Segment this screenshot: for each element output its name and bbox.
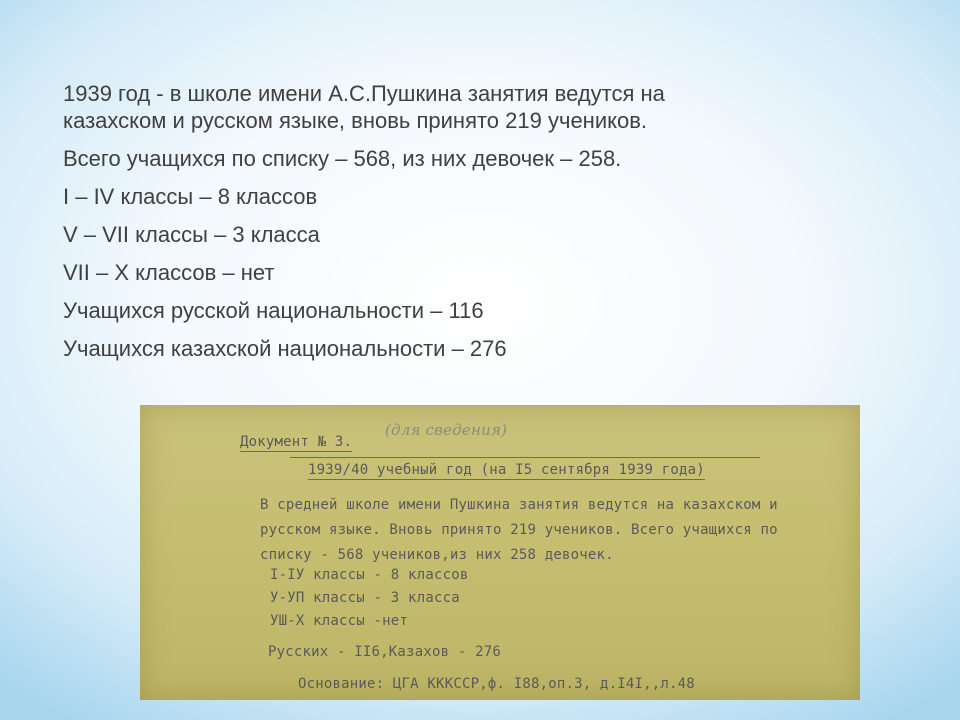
document-basis-line: Основание: ЦГА КККССР,ф. I88,оп.3, д.I4I,,л.48: [298, 676, 695, 692]
document-paragraph-line-2: русском языке. Вновь принято 219 учеников. Всего учащихся по: [260, 522, 778, 538]
document-row-grades-8-10: УШ-Х классы -нет: [270, 613, 409, 629]
document-row-grades-5-7: У-УП классы - 3 класса: [270, 590, 460, 606]
grades-5-7-line: V – VII классы – 3 класса: [63, 222, 320, 247]
document-header: Документ № 3.: [240, 434, 353, 450]
document-row-nationalities: Русских - II6,Казахов - 276: [268, 644, 501, 660]
intro-line-1: 1939 год - в школе имени А.С.Пушкина занятия ведутся на: [63, 81, 665, 106]
document-rule-line: [290, 457, 760, 458]
archival-document-photo: [140, 405, 860, 700]
kazakh-students-line: Учащихся казахской национальности – 276: [63, 336, 507, 361]
handwritten-note: (для сведения): [385, 421, 508, 439]
document-paragraph-line-3: списку - 568 учеников,из них 258 девочек.: [260, 547, 614, 563]
document-paragraph-line-1: В средней школе имени Пушкина занятия ведутся на казахском и: [260, 497, 778, 513]
russian-students-line: Учащихся русской национальности – 116: [63, 298, 484, 323]
document-year-line: 1939/40 учебный год (на I5 сентября 1939 года): [308, 462, 705, 478]
grades-7-10-line: VII – X классов – нет: [63, 260, 275, 285]
intro-paragraph: [63, 80, 883, 134]
total-students-line: Всего учащихся по списку – 568, из них девочек – 258.: [63, 146, 622, 171]
grades-1-4-line: I – IV классы – 8 классов: [63, 184, 318, 209]
document-row-grades-1-4: I-IУ классы - 8 классов: [270, 567, 469, 583]
intro-line-2: казахском и русском языке, вновь принято 219 учеников.: [63, 108, 648, 133]
slide-text-block: [63, 80, 883, 373]
